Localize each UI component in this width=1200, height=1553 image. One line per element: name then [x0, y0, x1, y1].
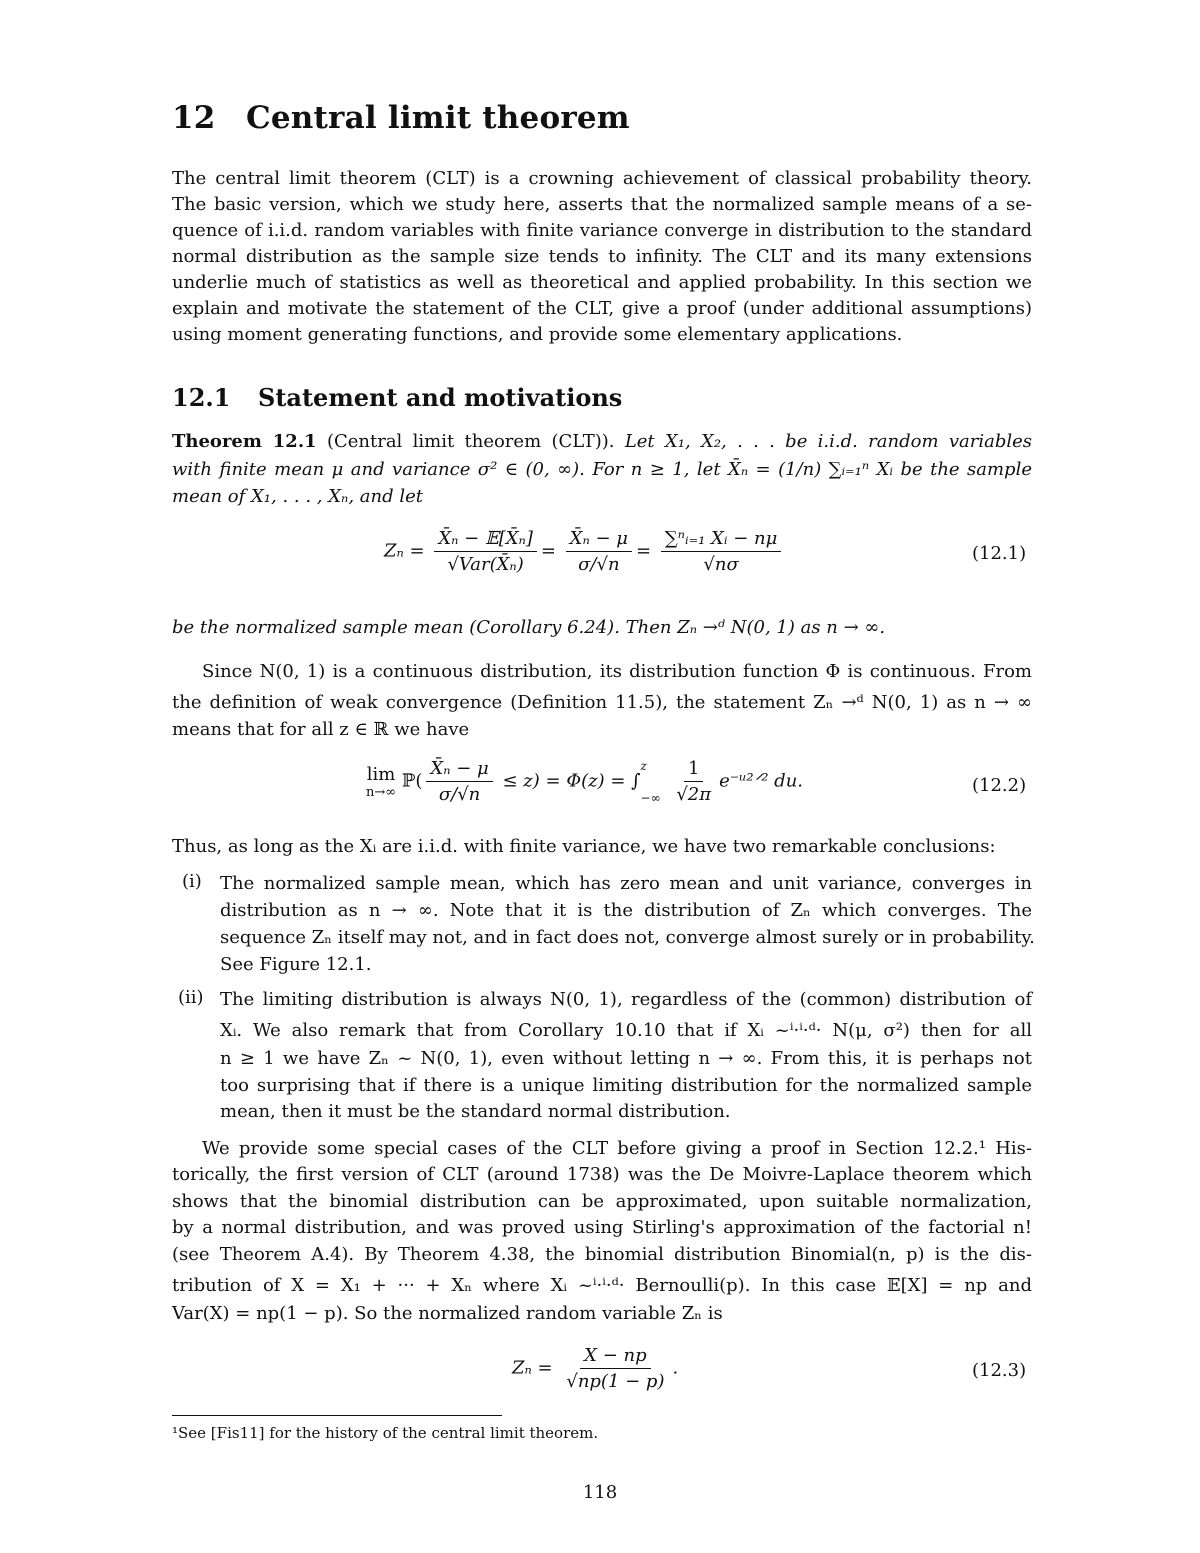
- para2-line-1: Since N(0, 1) is a continuous distribution, its distribution function Φ is continuous. From: [202, 661, 1032, 682]
- para4-line-1: We provide some special cases of the CLT before giving a proof in Section 12.2.¹ His-: [202, 1138, 1032, 1159]
- eq1-f1-denominator: √Var(X̄ₙ): [447, 554, 524, 575]
- eq2-kernel-numerator: 1: [684, 758, 703, 782]
- equation-12-3: Zₙ = $\frac{X - np}{√np(1 - p)}$ .: [512, 1345, 679, 1392]
- para4-line-6: tribution of X = X₁ + ··· + Xₙ where Xᵢ ~ⁱ·ⁱ·ᵈ· Bernoulli(p). In this case 𝔼[X] = np and: [172, 1275, 1032, 1296]
- theorem-line-4: be the normalized sample mean (Corollary 6.24). Then Zₙ →ᵈ N(0, 1) as n → ∞.: [172, 617, 886, 638]
- theorem-name: (Central limit theorem (CLT)).: [326, 431, 615, 452]
- equation-number-12-2: (12.2): [972, 775, 1027, 796]
- equation-12-2: [366, 758, 803, 805]
- section-number: 12: [172, 100, 216, 136]
- eq3-denominator: √np(1 − p): [566, 1371, 665, 1392]
- intro-line-6: explain and motivate the statement of the CLT, give a proof (under additional assumptions): [172, 298, 1032, 319]
- item-ii-label: (ii): [178, 987, 204, 1008]
- eq2-tail: e⁻ᵘ²ᐟ² du.: [719, 770, 804, 792]
- eq1-fraction-3: [661, 528, 781, 575]
- eq3-numerator: X − np: [580, 1345, 650, 1369]
- item-ii-line-2: Xᵢ. We also remark that from Corollary 10.10 that if Xᵢ ~ⁱ·ⁱ·ᵈ· N(μ, σ²) then for all: [220, 1020, 1032, 1041]
- eq1-fraction-1: [434, 528, 537, 575]
- theorem-line-1: [172, 429, 1032, 455]
- para3: Thus, as long as the Xᵢ are i.i.d. with finite variance, we have two remarkable conclusions:: [172, 836, 996, 857]
- eq2-fraction: [426, 758, 492, 805]
- eq2-int-sup: z: [640, 758, 647, 773]
- para4-line-7: Var(X) = np(1 − p). So the normalized random variable Zₙ is: [172, 1303, 723, 1324]
- eq1-lhs: Zₙ =: [384, 540, 425, 562]
- eq1-f3-numerator: ∑ⁿᵢ₌₁ Xᵢ − nμ: [661, 528, 781, 552]
- item-ii-line-5: mean, then it must be the standard normal distribution.: [220, 1101, 731, 1122]
- footnote: ¹See [Fis11] for the history of the central limit theorem.: [172, 1424, 599, 1442]
- eq2-kernel-fraction: [672, 758, 715, 805]
- intro-line-1: The central limit theorem (CLT) is a crowning achievement of classical probability theory.: [172, 168, 1032, 189]
- eq1-fraction-2: [566, 528, 632, 575]
- eq2-limit: [366, 764, 396, 800]
- intro-line-3: quence of i.i.d. random variables with finite variance converge in distribution to the standard: [172, 220, 1032, 241]
- item-i-line-4: See Figure 12.1.: [220, 954, 372, 975]
- intro-line-4: normal distribution as the sample size tends to infinity. The CLT and its many extensions: [172, 246, 1032, 267]
- eq2-kernel-denominator: √2π: [676, 784, 712, 805]
- intro-line-5: underlie much of statistics as well as theoretical and applied probability. In this section we: [172, 272, 1032, 293]
- eq2-prob: ℙ(: [401, 770, 423, 792]
- item-i-line-2: distribution as n → ∞. Note that it is the distribution of Zₙ which converges. The: [220, 900, 1032, 921]
- item-ii-line-4: too surprising that if there is a unique limiting distribution for the normalized sample: [220, 1075, 1032, 1096]
- para2-line-3: means that for all z ∈ ℝ we have: [172, 719, 470, 740]
- para4-line-5: (see Theorem A.4). By Theorem 4.38, the binomial distribution Binomial(n, p) is the dis-: [172, 1244, 1032, 1265]
- eq2-int-sub: −∞: [640, 790, 661, 805]
- eq1-f2-numerator: X̄ₙ − μ: [566, 528, 632, 552]
- theorem-label: Theorem 12.1: [172, 431, 317, 452]
- footnote-rule: [172, 1415, 502, 1416]
- intro-line-7: using moment generating functions, and provide some elementary applications.: [172, 324, 903, 345]
- theorem-line-3: mean of X₁, . . . , Xₙ, and let: [172, 486, 423, 507]
- equation-number-12-3: (12.3): [972, 1360, 1027, 1381]
- eq1-f3-denominator: √nσ: [703, 554, 739, 575]
- eq2-lim: lim: [366, 763, 396, 785]
- theorem-text-1: Let X₁, X₂, . . . be i.i.d. random variables: [624, 431, 1032, 452]
- item-ii-line-3: n ≥ 1 we have Zₙ ~ N(0, 1), even without letting n → ∞. From this, it is perhaps not: [220, 1048, 1032, 1069]
- para4-line-3: shows that the binomial distribution can be approximated, upon suitable normalization,: [172, 1191, 1032, 1212]
- section-title: [172, 100, 630, 136]
- eq1-f2-denominator: σ/√n: [578, 554, 620, 575]
- eq2-int-limits: [641, 759, 661, 805]
- para4-line-2: torically, the first version of CLT (around 1738) was the De Moivre-Laplace theorem which: [172, 1164, 1032, 1185]
- item-ii-line-1: The limiting distribution is always N(0, 1), regardless of the (common) distribution of: [220, 989, 1032, 1010]
- subsection-title: [172, 383, 622, 412]
- item-i-line-1: The normalized sample mean, which has zero mean and unit variance, converges in: [220, 873, 1032, 894]
- page-number: 118: [582, 1482, 618, 1503]
- subsection-number: 12.1: [172, 383, 231, 412]
- section-title-text: Central limit theorem: [246, 100, 630, 136]
- equation-number-12-1: (12.1): [972, 543, 1027, 564]
- eq1-f1-numerator: X̄ₙ − 𝔼[X̄ₙ]: [434, 528, 537, 552]
- eq2-denominator: σ/√n: [438, 784, 481, 805]
- item-i-label: (i): [182, 871, 202, 892]
- eq2-numerator: X̄ₙ − μ: [426, 758, 492, 782]
- eq2-rest: ≤ z) = Φ(z) = ∫: [502, 770, 641, 792]
- theorem-line-2: with finite mean μ and variance σ² ∈ (0, ∞). For n ≥ 1, let X̄ₙ = (1/n) ∑ᵢ₌₁ⁿ Xᵢ be the sample: [172, 459, 1032, 480]
- eq2-lim-sub: n→∞: [366, 784, 397, 800]
- subsection-title-text: Statement and motivations: [258, 383, 623, 412]
- eq3-fraction: [562, 1345, 668, 1392]
- intro-line-2: The basic version, which we study here, asserts that the normalized sample means of a se-: [172, 194, 1032, 215]
- eq3-lhs: Zₙ =: [512, 1357, 553, 1379]
- para4-line-4: by a normal distribution, and was proved using Stirling's approximation of the factorial n!: [172, 1217, 1032, 1238]
- equation-12-1: Zₙ = $\frac{\text{X̄ₙ − 𝔼[X̄ₙ]}}{\text{√Var(X̄ₙ)}}$ = $\frac{\text{X̄ₙ − μ}}{\sigma/√n}$ = $\frac{\text{∑ⁿᵢ₌₁ Xᵢ − nμ}}{√n\sigma}$: [384, 528, 785, 575]
- para2-line-2: the definition of weak convergence (Definition 11.5), the statement Zₙ →ᵈ N(0, 1) as n → ∞: [172, 692, 1032, 713]
- item-i-line-3: sequence Zₙ itself may not, and in fact does not, converge almost surely or in probability.: [220, 927, 1035, 948]
